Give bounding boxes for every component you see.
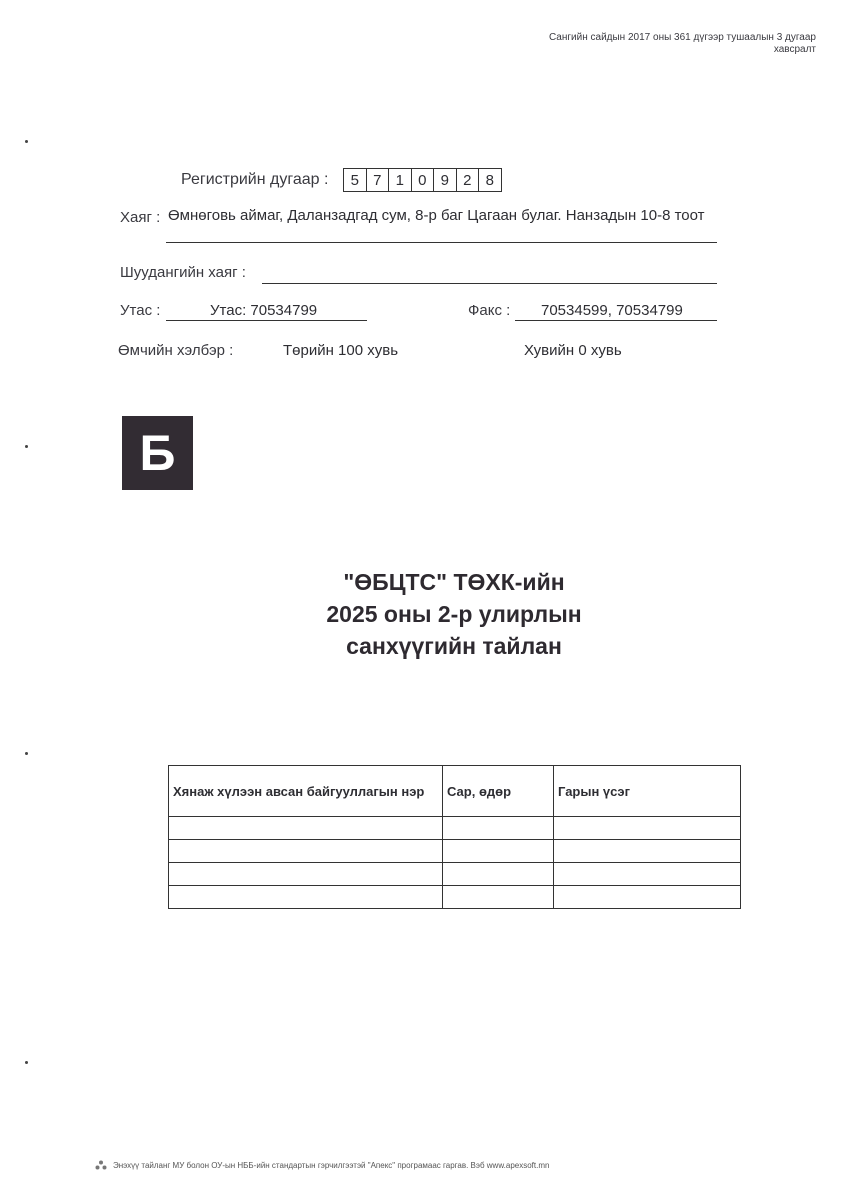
address-value: Өмнөговь аймаг, Даланзадгад сум, 8-р баг Цагаан булаг. Нанзадын 10-8 тоот [168, 207, 705, 224]
header-note [549, 32, 816, 56]
registry-digit: 7 [366, 169, 389, 191]
table-row [169, 863, 741, 886]
margin-dot [25, 445, 28, 448]
fax-underline [515, 320, 717, 321]
phone-label: Утас : [120, 302, 161, 319]
table-row [169, 817, 741, 840]
table-cell [169, 863, 443, 886]
registry-digit: 2 [456, 169, 479, 191]
registry-digit: 9 [433, 169, 456, 191]
review-table [168, 765, 741, 909]
mailing-address-label: Шуудангийн хаяг : [120, 264, 246, 281]
form-letter-badge: Б [122, 416, 193, 490]
address-underline [166, 242, 717, 243]
header-note-line2: хавсралт [773, 44, 816, 55]
table-cell [443, 863, 554, 886]
registry-number-boxes [343, 168, 502, 192]
ownership-state-value: Төрийн 100 хувь [283, 342, 399, 359]
mailing-address-underline [262, 283, 717, 284]
table-header-row [169, 766, 741, 817]
table-row [169, 886, 741, 909]
ownership-private-value: Хувийн 0 хувь [524, 342, 622, 359]
table-cell [169, 840, 443, 863]
address-label: Хаяг : [120, 209, 161, 226]
margin-dot [25, 140, 28, 143]
table-cell [554, 840, 741, 863]
ownership-label: Өмчийн хэлбэр : [118, 342, 234, 359]
margin-dot [25, 1061, 28, 1064]
table-cell [443, 817, 554, 840]
column-header-organization: Хянаж хүлээн авсан байгууллагын нэр [169, 766, 443, 817]
registry-digit: 8 [478, 169, 501, 191]
header-note-line1: Сангийн сайдын 2017 оны 361 дүгээр тушаалын 3 дугаар [548, 32, 816, 43]
margin-dot [25, 752, 28, 755]
report-title-line1: "ӨБЦТС" ТӨХК-ийн [343, 569, 565, 595]
table-cell [554, 886, 741, 909]
registry-label: Регистрийн дугаар : [181, 171, 329, 188]
table-row [169, 840, 741, 863]
report-title-line2: 2025 оны 2-р улирлын [326, 601, 582, 627]
table-cell [169, 886, 443, 909]
table-cell [554, 817, 741, 840]
fax-label: Факс : [468, 302, 511, 319]
fax-value: 70534599, 70534799 [541, 302, 683, 319]
footer-text: Энэхүү тайланг МУ болон ОУ-ын НББ-ийн стандартын гэрчилгээтэй "Апекс" програмаас гаргав. Вэб www.apexsoft.mn [113, 1160, 550, 1170]
report-title-line3: санхүүгийн тайлан [346, 633, 562, 659]
registry-digit: 5 [350, 171, 359, 189]
table-cell [169, 817, 443, 840]
registry-digit: 1 [388, 169, 411, 191]
phone-value: Утас: 70534799 [210, 302, 318, 319]
table-cell [443, 886, 554, 909]
apex-logo-icon [95, 1160, 107, 1170]
report-title [0, 566, 848, 662]
column-header-signature: Гарын үсэг [554, 766, 741, 817]
footer [95, 1160, 549, 1170]
phone-underline [166, 320, 367, 321]
column-header-date: Сар, өдөр [443, 766, 554, 817]
table-cell [554, 863, 741, 886]
registry-digit: 0 [411, 169, 434, 191]
table-cell [443, 840, 554, 863]
